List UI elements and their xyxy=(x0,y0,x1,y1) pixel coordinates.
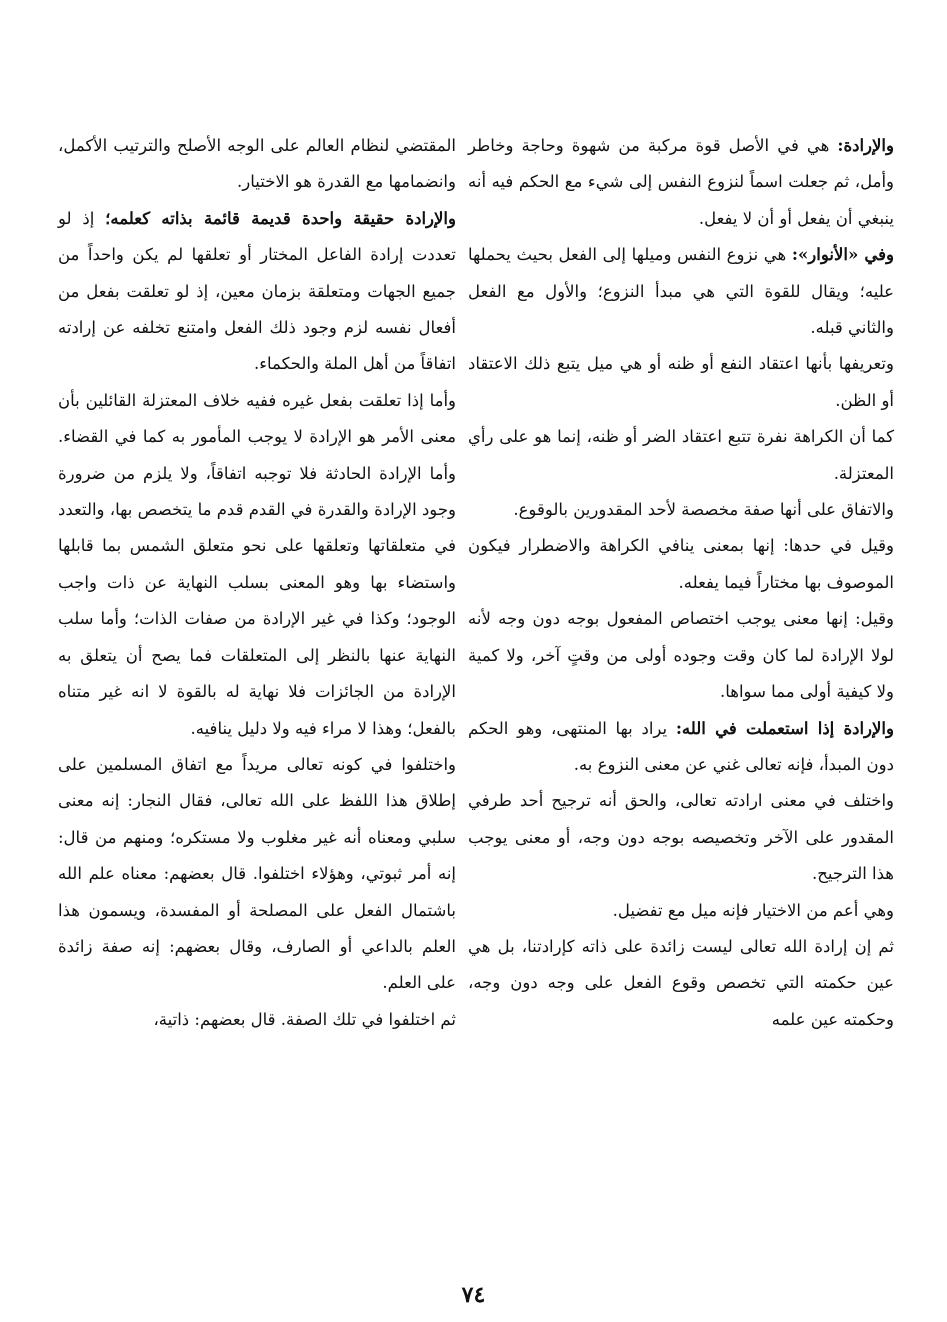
paragraph-text: يراد بها المنتهى، وهو الحكم دون المبدأ، فإنه تعالى غني عن معنى النزوع به. xyxy=(468,718,894,774)
paragraph-text: كما أن الكراهة نفرة تتبع اعتقاد الضر أو ظنه، إنما هو على رأي المعتزلة. xyxy=(468,427,894,483)
paragraph-text: هي في الأصل قوة مركبة من شهوة وحاجة وخاطر وأمل، ثم جعلت اسماً لنزوع النفس إلى شيء مع الحكم فيه أنه ينبغي أن يفعل أو أن لا يفعل. xyxy=(468,136,894,228)
paragraph xyxy=(468,419,894,492)
paragraph xyxy=(58,383,456,747)
paragraph xyxy=(468,893,894,929)
paragraph-text: إذ لو تعددت إرادة الفاعل المختار أو تعلقها لم يكن واحداً من جميع الجهات ومتعلقة بزمان معين، إذ لو تعلقت بفعل من أفعال نفسه لزم وجود ذلك الفعل وامتنع تخلفه عن إرادته اتفاقاً من أهل الملة والحكماء. xyxy=(58,208,456,374)
paragraph-text: هي نزوع النفس وميلها إلى الفعل بحيث يحملها عليه؛ ويقال للقوة التي هي مبدأ النزوع؛ والأول مع الفعل والثاني قبله. xyxy=(468,245,894,338)
paragraph xyxy=(58,1002,456,1038)
paragraph-text: ثم إن إرادة الله تعالى ليست زائدة على ذاته كإرادتنا، بل هي عين حكمته التي تخصص وقوع الفعل على وجه دون وجه، وحكمته عين علمه xyxy=(468,936,894,1029)
paragraph-text: والاتفاق على أنها صفة مخصصة لأحد المقدورين بالوقوع. xyxy=(513,500,894,520)
paragraph-text: وقيل: إنها معنى يوجب اختصاص المفعول بوجه دون وجه لأنه لولا الإرادة لما كان وقت وجوده أولى من وقتٍ آخر، ولا كمية ولا كيفية أولى مما سواها. xyxy=(468,609,894,702)
paragraph-text: ثم اختلفوا في تلك الصفة. قال بعضهم: ذاتية، xyxy=(153,1009,456,1029)
paragraph xyxy=(468,711,894,784)
paragraph-text: وتعريفها بأنها اعتقاد النفع أو ظنه أو هي ميل يتبع ذلك الاعتقاد أو الظن. xyxy=(468,354,894,410)
paragraph-text: وأما إذا تعلقت بفعل غيره ففيه خلاف المعتزلة القائلين بأن معنى الأمر هو الإرادة لا يوجب المأمور به كما في القضاء. وأما الإرادة الحادثة فلا توجبه اتفاقاً، ولا يلزم من ضرورة وجود الإرادة والقدرة في القدم قدم ما يتخصص بها، والتعدد في متعلقاتها وتعلقها على نحو متعلق الشمس بما قابلها واستضاء بها وهو المعنى بسلب النهاية عن ذات واجب الوجود؛ وكذا في غير الإرادة من صفات الذات؛ وأما سلب النهاية عنها بالنظر إلى المتعلقات فما يصح أن يتعلق به الإرادة من الجائزات فلا نهاية له بالقوة لا انه غير متناه بالفعل؛ وهذا لا مراء فيه ولا دليل ينافيه. xyxy=(58,390,456,738)
paragraph-text: وقيل في حدها: إنها بمعنى ينافي الكراهة والاضطرار فيكون الموصوف بها مختاراً فيما يفعله. xyxy=(468,536,894,592)
paragraph xyxy=(468,601,894,710)
paragraph-text: المقتضي لنظام العالم على الوجه الأصلح والترتيب الأكمل، وانضمامها مع القدرة هو الاختيار. xyxy=(58,136,456,192)
paragraph xyxy=(468,492,894,528)
paragraph-text: وهي أعم من الاختيار فإنه ميل مع تفضيل. xyxy=(612,900,894,920)
paragraph xyxy=(58,128,456,201)
paragraph-lead: والإرادة: xyxy=(837,136,894,155)
paragraph-lead: والإرادة إذا استعملت في الله: xyxy=(675,718,894,738)
paragraph-text: واختلف في معنى ارادته تعالى، والحق أنه ترجيح أحد طرفي المقدور على الآخر وتخصيصه بوجه دون وجه، أو معنى يوجب هذا الترجيح. xyxy=(468,791,894,884)
paragraph-text: واختلفوا في كونه تعالى مريداً مع اتفاق المسلمين على إطلاق هذا اللفظ على الله تعالى، فقال النجار: إنه معنى سلبي ومعناه أنه غير مغلوب ولا مستكره؛ ومنهم من قال: إنه أمر ثبوتي، وهؤلاء اختلفوا. قال بعضهم: معناه علم الله باشتمال الفعل على المصلحة أو المفسدة، ويسمون هذا العلم بالداعي أو الصارف، وقال بعضهم: إنه صفة زائدة على العلم. xyxy=(58,754,456,993)
page-number: ٧٤ xyxy=(461,1282,486,1308)
right-text-column xyxy=(468,128,894,1038)
paragraph xyxy=(468,783,894,892)
paragraph xyxy=(58,747,456,1002)
paragraph xyxy=(58,201,456,383)
paragraph xyxy=(468,128,894,237)
paragraph-lead: وفي «الأنوار»: xyxy=(791,245,895,265)
left-text-column xyxy=(58,128,456,1038)
paragraph xyxy=(468,346,894,419)
paragraph-lead: والإرادة حقيقة واحدة قديمة قائمة بذاته كعلمه؛ xyxy=(105,208,456,228)
paragraph xyxy=(468,929,894,1038)
paragraph xyxy=(468,528,894,601)
paragraph xyxy=(468,237,894,346)
